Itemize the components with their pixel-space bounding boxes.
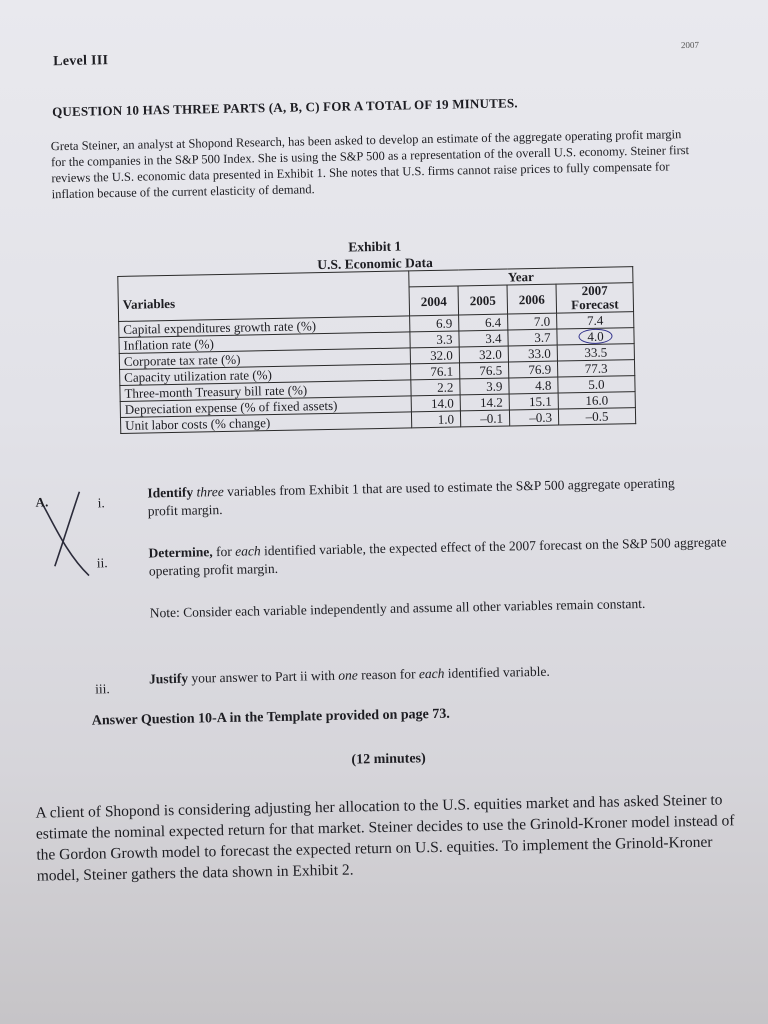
numeral-iii: iii. xyxy=(95,681,110,697)
part-a-label: A. xyxy=(35,494,49,510)
data-cell xyxy=(410,347,459,364)
cell-value: 7.4 xyxy=(586,312,604,328)
exhibit-subtitle: U.S. Economic Data xyxy=(317,254,433,273)
cell-value: 6.4 xyxy=(484,314,502,330)
variable-label: Unit labor costs (% change) xyxy=(120,412,411,434)
cell-value: 4.8 xyxy=(535,377,552,393)
table-body xyxy=(119,312,636,434)
cell-value: 7.0 xyxy=(533,313,551,330)
cell-value: 32.0 xyxy=(478,346,502,363)
cell-value: –0.3 xyxy=(529,409,553,426)
forecast-year: 2007 xyxy=(581,282,608,299)
economic-data-table xyxy=(117,266,636,434)
client-paragraph: A client of Shopond is considering adjusting her allocation to the U.S. equities market and has asked Steiner to estimate the nominal expected return for that market. Steiner decides to use the Grinold-Kroner model instead of the Gordon Growth model to forecast the expected return on U.S. equities. To implement the Grinold-Kroner model, Steiner gathers the data shown in Exhibit 2. xyxy=(35,791,735,885)
numeral-i: i. xyxy=(97,495,105,511)
cell-value: –0.5 xyxy=(585,408,609,425)
data-cell xyxy=(460,394,509,411)
forecast-cell xyxy=(557,312,634,329)
data-cell xyxy=(509,377,558,394)
circled-inflation-forecast: 4.0 xyxy=(578,329,613,345)
data-cell xyxy=(508,329,557,346)
forecast-cell xyxy=(558,376,635,393)
part-i-text: Identify three variables from Exhibit 1 that are used to estimate the S&P 500 aggregate operating profit margin. xyxy=(147,475,675,519)
cell-value: 3.4 xyxy=(485,330,502,346)
answer-instruction: Answer Question 10-A in the Template provided on page 73. xyxy=(91,706,450,729)
part-ii-text: Determine, for each identified variable, the expected effect of the 2007 forecast on the S&P 500 aggregate operating profit margin. xyxy=(148,534,727,579)
data-cell xyxy=(459,362,508,379)
data-cell xyxy=(459,346,508,363)
forecast-cell xyxy=(557,360,634,377)
time-allotment: (12 minutes) xyxy=(351,751,426,768)
cell-value: 76.1 xyxy=(430,363,454,380)
year-label: 2007 xyxy=(680,39,700,51)
data-cell xyxy=(508,313,557,330)
data-cell xyxy=(460,410,509,427)
forecast-label: Forecast xyxy=(571,296,619,313)
data-cell xyxy=(459,330,508,347)
data-cell xyxy=(411,411,460,428)
data-cell xyxy=(508,361,557,378)
question-heading: QUESTION 10 HAS THREE PARTS (A, B, C) FOR A TOTAL OF 19 MINUTES. xyxy=(51,95,518,120)
cell-value: 3.9 xyxy=(486,378,503,394)
cell-value: 33.0 xyxy=(527,345,551,362)
cell-value: 33.5 xyxy=(584,344,608,361)
data-cell xyxy=(508,345,557,362)
data-cell xyxy=(459,314,508,331)
cell-value: 1.0 xyxy=(437,411,455,427)
note-text: Note: Consider each variable independently and assume all other variables remain constant. xyxy=(149,595,646,621)
intro-paragraph: Greta Steiner, an analyst at Shopond Research, has been asked to develop an estimate of the aggregate operating profit margin for the companies in the S&P 500 Index. She is using the S&P 500 as a representation of the overall U.S. economy. Steiner first reviews the U.S. economic data presented in Exhibit 1. She notes that U.S. firms cannot raise prices to fully compensate for inflation because of the current elasticity of demand. xyxy=(50,127,690,202)
year-column-header: 2004 xyxy=(409,286,459,316)
numeral-ii: ii. xyxy=(96,555,108,571)
variable-label: Three-month Treasury bill rate (%) xyxy=(120,380,411,402)
variables-header: Variables xyxy=(118,271,410,322)
cell-value: 5.0 xyxy=(588,376,605,392)
year-column-header: 2005 xyxy=(458,285,508,315)
variable-label: Depreciation expense (% of fixed assets) xyxy=(120,396,411,418)
data-cell xyxy=(460,378,509,395)
forecast-cell xyxy=(558,408,635,425)
variable-label: Inflation rate (%) xyxy=(119,332,410,354)
part-iii-text: Justify your answer to Part ii with one reason for each identified variable. xyxy=(148,663,550,687)
data-cell xyxy=(411,379,460,396)
data-cell xyxy=(509,393,558,410)
cell-value: 15.1 xyxy=(528,393,552,410)
data-cell xyxy=(509,409,558,426)
variable-label: Capital expenditures growth rate (%) xyxy=(119,316,410,338)
cell-value: 14.0 xyxy=(430,395,454,411)
cell-value: 2.2 xyxy=(437,379,454,395)
forecast-cell xyxy=(557,328,634,345)
cell-value: 16.0 xyxy=(585,392,609,409)
cell-value: 76.9 xyxy=(528,361,552,378)
data-cell xyxy=(411,363,460,380)
cell-value: 3.7 xyxy=(534,329,551,346)
data-cell xyxy=(411,395,460,412)
cell-value: 14.2 xyxy=(479,394,503,411)
cell-value: 32.0 xyxy=(429,347,453,364)
forecast-column-header xyxy=(556,283,634,313)
year-column-header: 2006 xyxy=(507,284,557,314)
exhibit-number: Exhibit 1 xyxy=(348,238,402,255)
level-label: Level III xyxy=(52,53,109,70)
cell-value: 76.5 xyxy=(479,362,503,379)
variable-label: Capacity utilization rate (%) xyxy=(120,364,411,386)
cell-value: 3.3 xyxy=(436,331,453,347)
variable-label: Corporate tax rate (%) xyxy=(119,348,410,370)
data-cell xyxy=(410,331,459,348)
forecast-cell xyxy=(558,392,635,409)
data-cell xyxy=(410,315,459,332)
cell-value: 6.9 xyxy=(435,315,453,331)
forecast-cell xyxy=(557,344,634,361)
cell-value: 77.3 xyxy=(584,360,608,377)
cell-value: –0.1 xyxy=(480,410,504,427)
year-header: Year xyxy=(409,267,633,287)
